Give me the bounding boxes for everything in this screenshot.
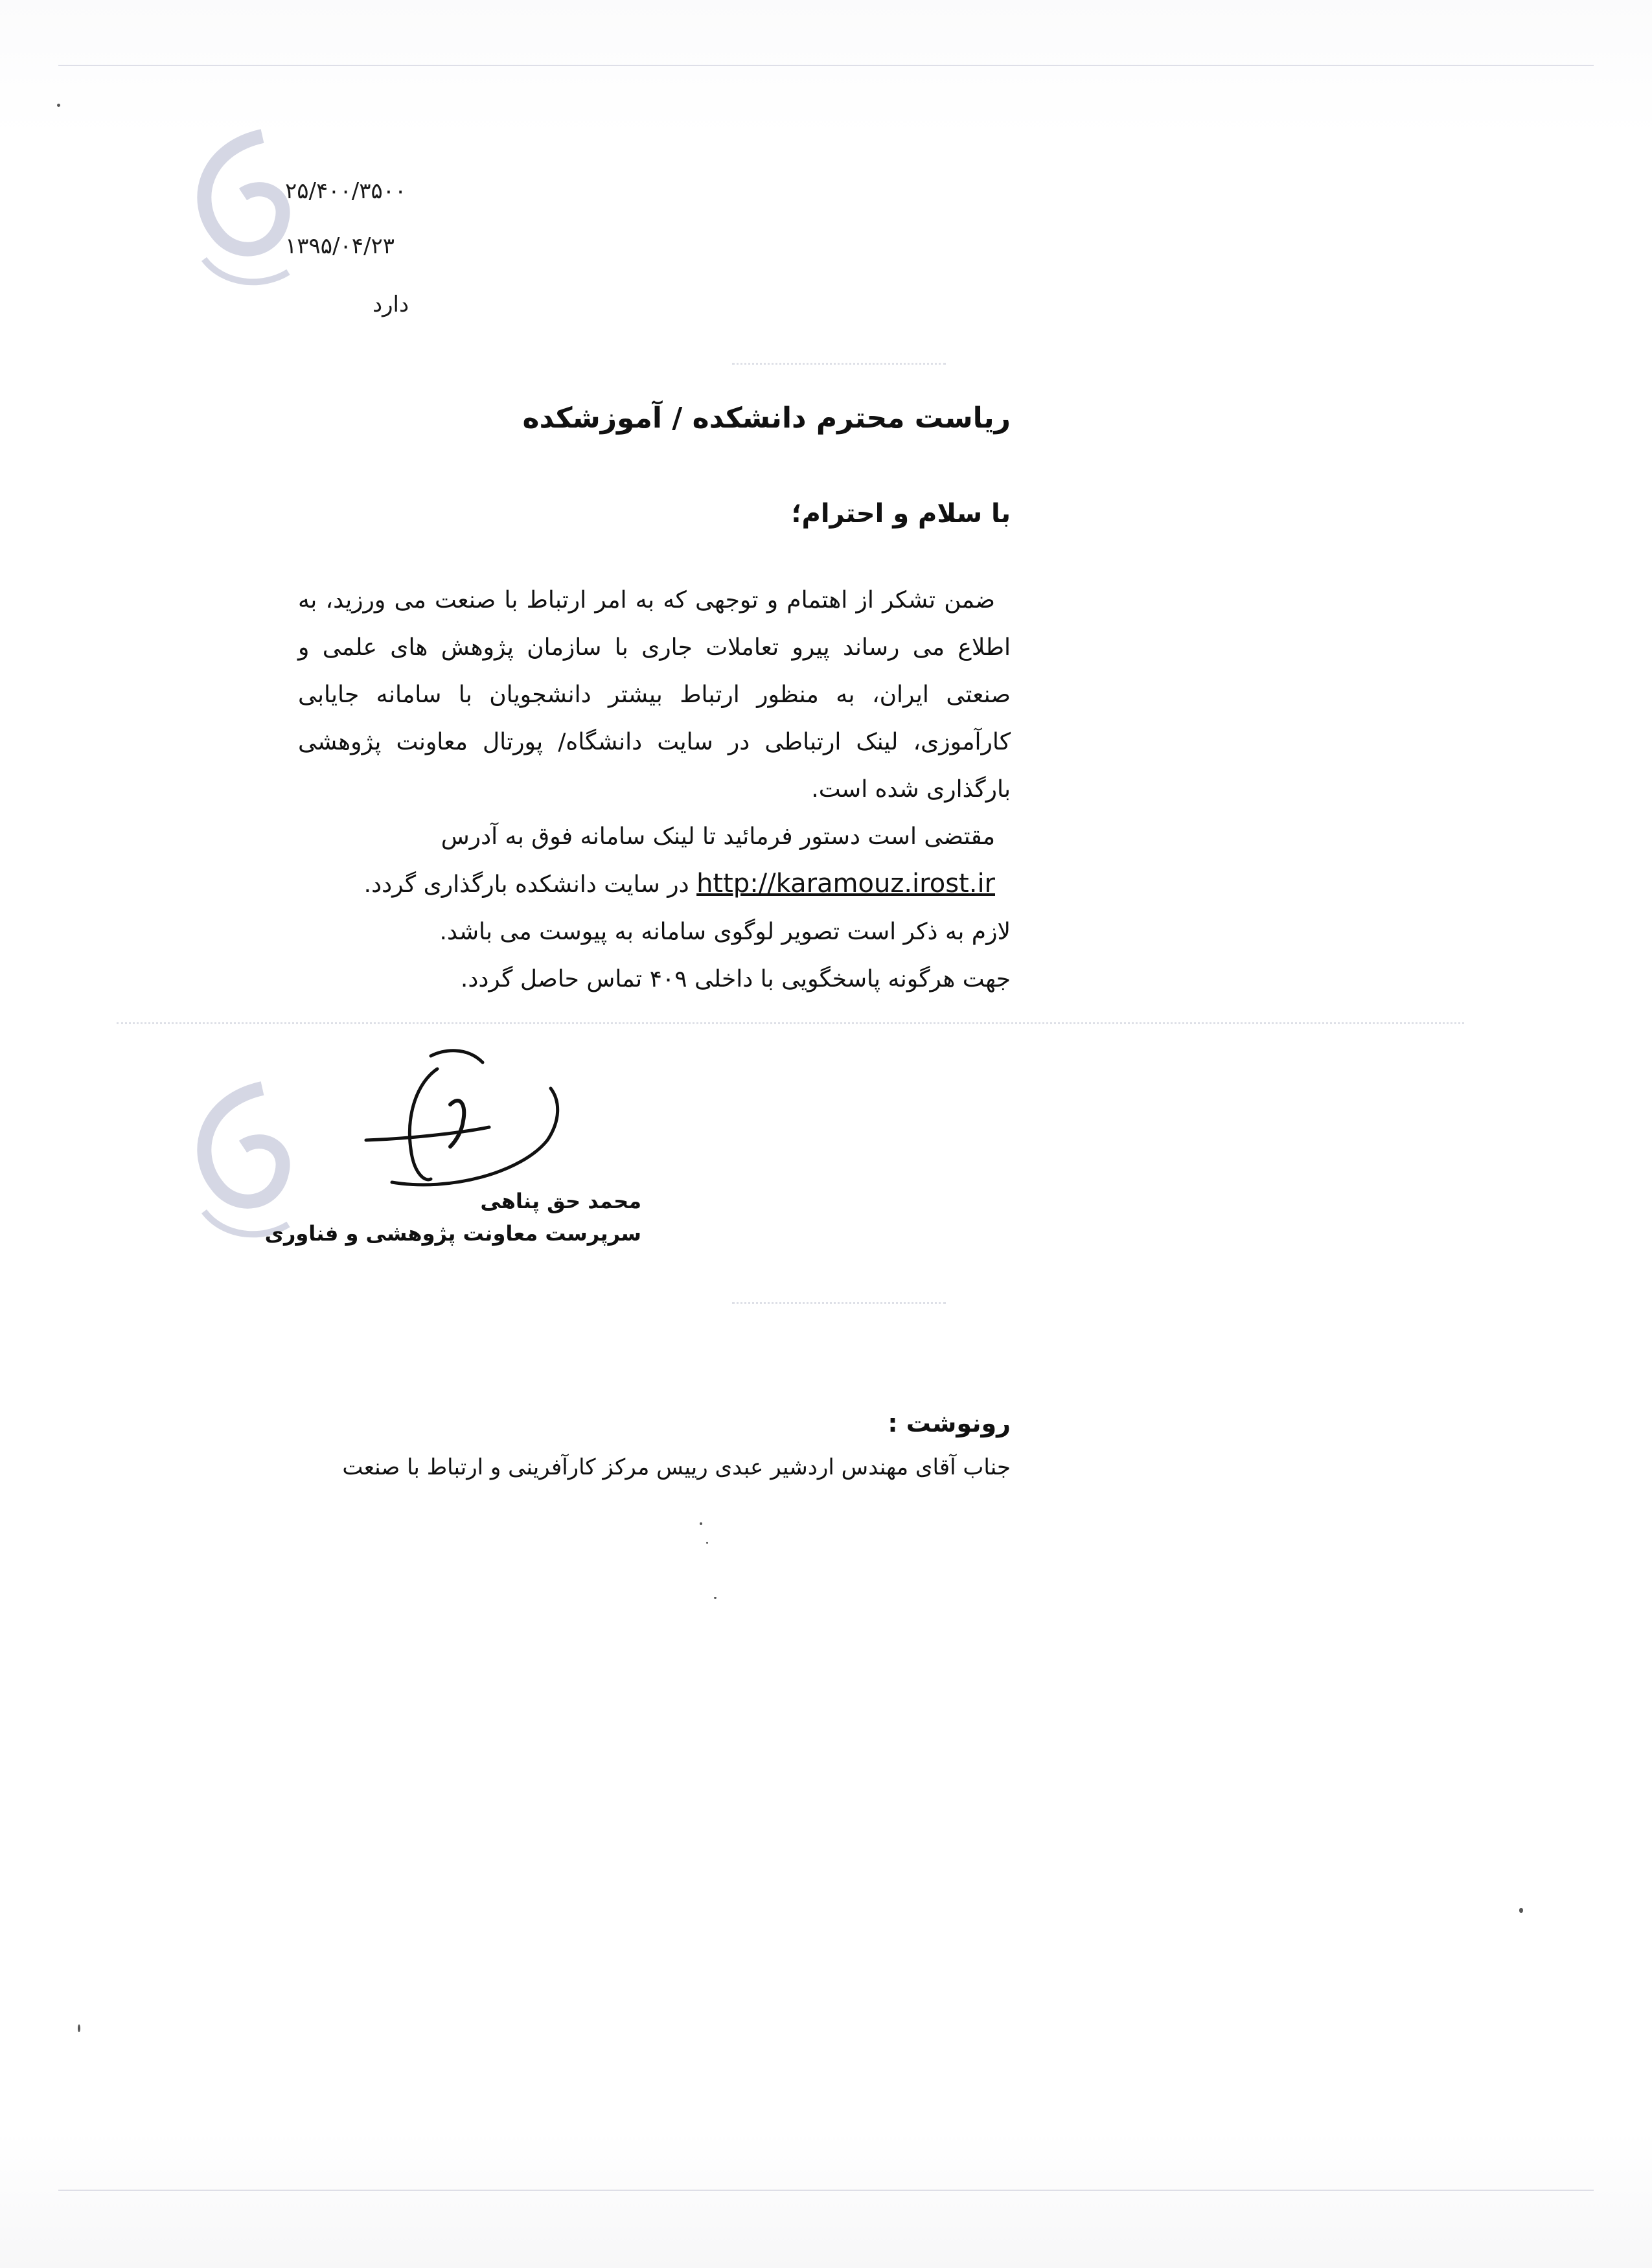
show-through-frame-top bbox=[58, 65, 1594, 66]
handwritten-signature bbox=[353, 1043, 567, 1198]
show-through-dots-2 bbox=[732, 1302, 946, 1304]
reference-number: ۲۵/۴۰۰/۳۵۰۰ bbox=[285, 178, 407, 204]
signer-title: سرپرست معاونت پژوهشی و فناوری bbox=[264, 1221, 641, 1246]
scan-speck bbox=[57, 104, 60, 107]
scan-speck bbox=[714, 1597, 717, 1599]
body-paragraph-1: ضمن تشکر از اهتمام و توجهی که به امر ارتباط با صنعت می ورزید، به اطلاع می رساند پیرو تعاملات جاری با سازمان پژوهش های علمی و صنعتی ایران، به منظور ارتباط بیشتر دانشجویان با سامانه جایابی کارآموزی، لینک ارتباطی در سایت دانشگاه/ پورتال معاونت پژوهشی بارگذاری شده است. bbox=[298, 587, 1011, 803]
salutation: با سلام و احترام؛ bbox=[791, 499, 1011, 529]
signer-name: محمد حق پناهی bbox=[480, 1189, 641, 1213]
recipient-heading: ریاست محترم دانشکده / آموزشکده bbox=[522, 402, 1011, 435]
body-paragraph-3: لازم به ذکر است تصویر لوگوی سامانه به پیوست می باشد. bbox=[439, 919, 1011, 945]
body-paragraph-2 bbox=[298, 813, 1011, 908]
body-paragraph-2-start: مقتضی است دستور فرمائید تا لینک سامانه فوق به آدرس bbox=[441, 823, 995, 850]
scan-speck bbox=[78, 2024, 80, 2032]
body-paragraph-4: جهت هرگونه پاسخگویی با داخلی ۴۰۹ تماس حاصل گردد. bbox=[460, 966, 1011, 992]
letter-date: ۱۳۹۵/۰۴/۲۳ bbox=[285, 233, 395, 259]
show-through-logo-top bbox=[165, 123, 301, 298]
letter-body bbox=[298, 577, 1011, 1003]
show-through-dots-1 bbox=[732, 363, 946, 365]
scan-speck bbox=[1519, 1908, 1523, 1913]
body-url-line bbox=[298, 860, 1011, 908]
scan-speck bbox=[700, 1522, 702, 1525]
attachment-note: دارد bbox=[373, 292, 409, 317]
show-through-frame-bottom bbox=[58, 2190, 1594, 2191]
show-through-divider bbox=[117, 1022, 1464, 1024]
system-url-link[interactable]: http://karamouz.irost.ir bbox=[696, 869, 995, 899]
scan-speck bbox=[706, 1542, 708, 1544]
cc-recipient: جناب آقای مهندس اردشیر عبدی رییس مرکز کارآفرینی و ارتباط با صنعت bbox=[342, 1454, 1011, 1480]
body-paragraph-2-end: در سایت دانشکده بارگذاری گردد. bbox=[363, 871, 689, 898]
cc-label: رونوشت : bbox=[888, 1409, 1011, 1438]
